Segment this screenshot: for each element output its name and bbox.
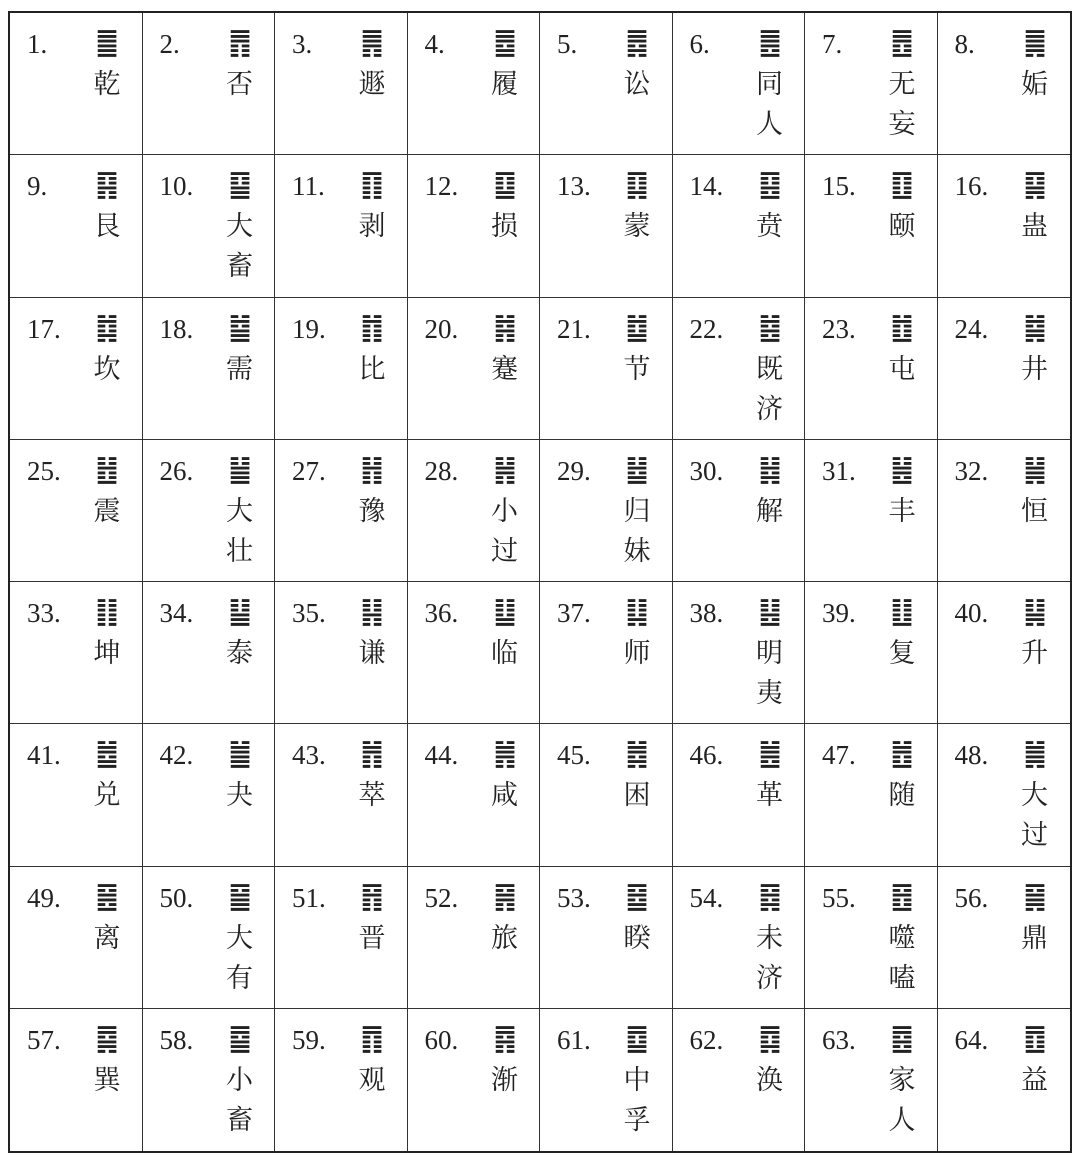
hexagram-number: 26. <box>159 455 194 486</box>
hexagram-cell <box>540 155 673 297</box>
hexagram-name: 革 <box>756 780 783 812</box>
hexagram-number: 51. <box>292 882 326 913</box>
hexagram-number: 9. <box>27 171 48 202</box>
hexagram-symbol-icon: ䷞ <box>493 736 516 772</box>
hexagram-cell <box>938 1009 1071 1151</box>
hexagram-cell <box>805 440 938 582</box>
hexagram-number: 61. <box>557 1024 591 1055</box>
hexagram-number: 8. <box>954 29 975 59</box>
hexagram-name: 井 <box>1021 353 1048 385</box>
hexagram-number: 37. <box>557 598 591 628</box>
hexagram-cell <box>673 582 806 724</box>
hexagram-number: 32. <box>954 455 989 486</box>
hexagram-name: 贲 <box>756 211 783 243</box>
hexagram-number: 14. <box>689 171 724 202</box>
hexagram-cell <box>540 1009 673 1151</box>
hexagram-number: 7. <box>822 29 843 59</box>
hexagram-symbol-icon: ䷢ <box>360 878 384 914</box>
hexagram-symbol-icon: ䷅ <box>625 25 649 60</box>
hexagram-name: 咸 <box>491 780 518 812</box>
hexagram-number: 58. <box>159 1024 194 1055</box>
hexagram-number: 17. <box>27 313 61 344</box>
hexagram-cell <box>10 867 143 1009</box>
hexagram-name: 复 <box>888 638 916 669</box>
hexagram-number: 2. <box>159 29 180 59</box>
hexagram-symbol-icon: ䷰ <box>758 736 781 772</box>
hexagram-name: 屯 <box>888 353 916 385</box>
hexagram-number: 33. <box>27 598 61 628</box>
hexagram-cell <box>143 1009 276 1151</box>
hexagram-cell <box>540 13 673 155</box>
hexagram-cell <box>805 1009 938 1151</box>
hexagram-symbol-icon: ䷚ <box>890 167 914 203</box>
hexagram-name: 离 <box>93 922 121 954</box>
hexagram-symbol-icon: ䷕ <box>758 167 781 203</box>
hexagram-cell <box>10 440 143 582</box>
hexagram-name: 姤 <box>1021 69 1048 100</box>
hexagram-symbol-icon: ䷆ <box>625 594 649 629</box>
hexagram-symbol-icon: ䷣ <box>758 594 781 629</box>
hexagram-cell <box>408 440 541 582</box>
hexagram-symbol-icon: ䷘ <box>890 25 914 60</box>
hexagram-symbol-icon: ䷭ <box>1023 594 1046 629</box>
hexagram-table <box>8 11 1072 1153</box>
hexagram-name: 鼎 <box>1021 922 1048 954</box>
hexagram-symbol-icon: ䷊ <box>228 594 251 629</box>
hexagram-name: 大壮 <box>226 495 253 567</box>
hexagram-symbol-icon: ䷡ <box>228 451 251 487</box>
hexagram-number: 43. <box>292 740 326 771</box>
hexagram-cell <box>10 298 143 440</box>
hexagram-name: 小过 <box>491 495 518 567</box>
hexagram-cell <box>10 1009 143 1151</box>
hexagram-symbol-icon: ䷾ <box>758 309 781 345</box>
hexagram-cell <box>275 13 408 155</box>
hexagram-cell <box>673 13 806 155</box>
hexagram-symbol-icon: ䷽ <box>493 451 516 487</box>
hexagram-number: 29. <box>557 455 591 486</box>
hexagram-number: 15. <box>822 171 856 202</box>
hexagram-number: 63. <box>822 1024 856 1055</box>
hexagram-cell <box>275 724 408 866</box>
hexagram-number: 4. <box>424 29 445 59</box>
hexagram-number: 55. <box>822 882 856 913</box>
hexagram-name: 涣 <box>756 1064 783 1096</box>
hexagram-symbol-icon: ䷒ <box>493 594 516 629</box>
hexagram-number: 38. <box>689 598 724 628</box>
hexagram-symbol-icon: ䷻ <box>625 309 649 345</box>
hexagram-cell <box>938 867 1071 1009</box>
hexagram-symbol-icon: ䷁ <box>95 594 119 629</box>
hexagram-name: 旅 <box>491 922 518 954</box>
hexagram-number: 52. <box>424 882 459 913</box>
hexagram-name: 小畜 <box>226 1064 253 1136</box>
hexagram-name: 既济 <box>756 353 783 425</box>
hexagram-name: 临 <box>491 638 518 669</box>
hexagram-cell <box>805 582 938 724</box>
hexagram-number: 39. <box>822 598 856 628</box>
hexagram-name: 泰 <box>226 638 253 669</box>
hexagram-name: 艮 <box>93 211 121 243</box>
hexagram-symbol-icon: ䷿ <box>758 878 781 914</box>
hexagram-number: 47. <box>822 740 856 771</box>
hexagram-name: 同人 <box>756 69 783 140</box>
hexagram-symbol-icon: ䷎ <box>360 594 384 629</box>
hexagram-name: 无妄 <box>888 69 916 140</box>
hexagram-symbol-icon: ䷏ <box>360 451 384 487</box>
hexagram-number: 62. <box>689 1024 724 1055</box>
hexagram-number: 56. <box>954 882 989 913</box>
hexagram-number: 34. <box>159 598 194 628</box>
hexagram-name: 归妹 <box>623 495 651 567</box>
hexagram-number: 25. <box>27 455 61 486</box>
hexagram-number: 31. <box>822 455 856 486</box>
hexagram-symbol-icon: ䷗ <box>890 594 914 629</box>
hexagram-cell <box>938 155 1071 297</box>
hexagram-cell <box>143 13 276 155</box>
hexagram-name: 丰 <box>888 495 916 527</box>
hexagram-symbol-icon: ䷛ <box>1023 736 1046 772</box>
hexagram-symbol-icon: ䷹ <box>95 736 119 772</box>
hexagram-symbol-icon: ䷲ <box>95 451 119 487</box>
hexagram-cell <box>805 724 938 866</box>
hexagram-cell <box>673 298 806 440</box>
hexagram-cell <box>275 298 408 440</box>
hexagram-name: 未济 <box>756 922 783 994</box>
hexagram-symbol-icon: ䷫ <box>1023 25 1046 60</box>
hexagram-symbol-icon: ䷺ <box>758 1020 781 1056</box>
hexagram-name: 蛊 <box>1021 211 1048 243</box>
hexagram-symbol-icon: ䷩ <box>1023 1020 1046 1056</box>
hexagram-cell <box>408 155 541 297</box>
hexagram-symbol-icon: ䷯ <box>1023 309 1046 345</box>
hexagram-symbol-icon: ䷵ <box>625 451 649 487</box>
hexagram-cell <box>673 867 806 1009</box>
hexagram-cell <box>408 13 541 155</box>
hexagram-symbol-icon: ䷤ <box>890 1020 914 1056</box>
hexagram-name: 困 <box>623 780 651 812</box>
hexagram-name: 解 <box>756 495 783 527</box>
hexagram-symbol-icon: ䷧ <box>758 451 781 487</box>
hexagram-cell <box>408 1009 541 1151</box>
hexagram-symbol-icon: ䷱ <box>1023 878 1046 914</box>
hexagram-cell <box>673 724 806 866</box>
hexagram-name: 豫 <box>358 495 386 527</box>
hexagram-name: 夬 <box>226 780 253 812</box>
hexagram-symbol-icon: ䷉ <box>493 25 516 60</box>
hexagram-name: 大过 <box>1021 780 1048 852</box>
hexagram-symbol-icon: ䷀ <box>95 25 119 60</box>
hexagram-number: 50. <box>159 882 194 913</box>
hexagram-name: 渐 <box>491 1064 518 1096</box>
hexagram-cell <box>938 13 1071 155</box>
hexagram-symbol-icon: ䷬ <box>360 736 384 772</box>
hexagram-cell <box>540 724 673 866</box>
hexagram-name: 益 <box>1021 1064 1048 1096</box>
hexagram-cell <box>143 155 276 297</box>
hexagram-number: 21. <box>557 313 591 344</box>
hexagram-number: 16. <box>954 171 989 202</box>
hexagram-number: 23. <box>822 313 856 344</box>
hexagram-cell <box>805 867 938 1009</box>
hexagram-cell <box>805 298 938 440</box>
hexagram-cell <box>805 13 938 155</box>
hexagram-name: 剥 <box>358 211 386 243</box>
hexagram-number: 13. <box>557 171 591 202</box>
hexagram-name: 蹇 <box>491 353 518 385</box>
hexagram-name: 萃 <box>358 780 386 812</box>
hexagram-number: 27. <box>292 455 326 486</box>
hexagram-number: 59. <box>292 1024 326 1055</box>
hexagram-name: 师 <box>623 638 651 669</box>
hexagram-cell <box>275 440 408 582</box>
hexagram-symbol-icon: ䷴ <box>493 1020 516 1056</box>
hexagram-cell <box>540 867 673 1009</box>
hexagram-cell <box>408 582 541 724</box>
hexagram-name: 恒 <box>1021 495 1048 527</box>
hexagram-name: 讼 <box>623 69 651 100</box>
hexagram-name: 大畜 <box>226 211 253 283</box>
hexagram-cell <box>143 298 276 440</box>
hexagram-symbol-icon: ䷶ <box>890 451 914 487</box>
hexagram-symbol-icon: ䷳ <box>95 167 119 203</box>
hexagram-name: 遯 <box>358 69 386 100</box>
hexagram-number: 42. <box>159 740 194 771</box>
hexagram-name: 噬嗑 <box>888 922 916 994</box>
hexagram-name: 升 <box>1021 638 1048 669</box>
hexagram-cell <box>938 298 1071 440</box>
hexagram-symbol-icon: ䷂ <box>890 309 914 345</box>
hexagram-cell <box>143 582 276 724</box>
hexagram-number: 54. <box>689 882 724 913</box>
hexagram-cell <box>673 1009 806 1151</box>
hexagram-symbol-icon: ䷇ <box>360 309 384 345</box>
hexagram-cell <box>143 440 276 582</box>
hexagram-number: 36. <box>424 598 459 628</box>
hexagram-name: 观 <box>358 1064 386 1096</box>
hexagram-name: 节 <box>623 353 651 385</box>
hexagram-symbol-icon: ䷔ <box>890 878 914 914</box>
hexagram-name: 颐 <box>888 211 916 243</box>
hexagram-number: 24. <box>954 313 989 344</box>
hexagram-number: 10. <box>159 171 194 202</box>
hexagram-symbol-icon: ䷥ <box>625 878 649 914</box>
hexagram-symbol-icon: ䷑ <box>1023 167 1046 203</box>
hexagram-symbol-icon: ䷟ <box>1023 451 1046 487</box>
hexagram-name: 家人 <box>888 1064 916 1136</box>
hexagram-cell <box>10 724 143 866</box>
hexagram-symbol-icon: ䷜ <box>95 309 119 345</box>
hexagram-name: 随 <box>888 780 916 812</box>
hexagram-number: 20. <box>424 313 459 344</box>
hexagram-name: 晋 <box>358 922 386 954</box>
hexagram-number: 44. <box>424 740 459 771</box>
hexagram-number: 41. <box>27 740 61 771</box>
hexagram-symbol-icon: ䷍ <box>228 878 251 914</box>
hexagram-symbol-icon: ䷮ <box>625 736 649 772</box>
hexagram-number: 18. <box>159 313 194 344</box>
hexagram-number: 5. <box>557 29 578 59</box>
hexagram-cell <box>275 1009 408 1151</box>
hexagram-cell <box>10 155 143 297</box>
hexagram-number: 53. <box>557 882 591 913</box>
hexagram-name: 损 <box>491 211 518 243</box>
hexagram-symbol-icon: ䷖ <box>360 167 384 203</box>
hexagram-cell <box>10 13 143 155</box>
hexagram-number: 57. <box>27 1024 61 1055</box>
hexagram-number: 60. <box>424 1024 459 1055</box>
hexagram-number: 6. <box>689 29 710 59</box>
hexagram-cell <box>938 440 1071 582</box>
hexagram-number: 49. <box>27 882 61 913</box>
hexagram-name: 中孚 <box>623 1064 651 1136</box>
hexagram-cell <box>275 867 408 1009</box>
hexagram-cell <box>275 582 408 724</box>
hexagram-name: 大有 <box>226 922 253 994</box>
hexagram-symbol-icon: ䷷ <box>493 878 516 914</box>
hexagram-symbol-icon: ䷦ <box>493 309 516 345</box>
hexagram-name: 坤 <box>93 638 121 669</box>
hexagram-cell <box>408 867 541 1009</box>
hexagram-symbol-icon: ䷓ <box>360 1020 384 1056</box>
hexagram-number: 64. <box>954 1024 989 1055</box>
hexagram-symbol-icon: ䷸ <box>95 1020 119 1056</box>
hexagram-cell <box>938 582 1071 724</box>
hexagram-name: 比 <box>358 353 386 385</box>
hexagram-symbol-icon: ䷪ <box>228 736 251 772</box>
hexagram-name: 明夷 <box>756 638 783 709</box>
hexagram-number: 40. <box>954 598 989 628</box>
hexagram-cell <box>805 155 938 297</box>
hexagram-number: 28. <box>424 455 459 486</box>
hexagram-symbol-icon: ䷼ <box>625 1020 649 1056</box>
hexagram-cell <box>673 155 806 297</box>
hexagram-cell <box>10 582 143 724</box>
hexagram-number: 3. <box>292 29 313 59</box>
hexagram-cell <box>540 440 673 582</box>
hexagram-cell <box>143 724 276 866</box>
hexagram-number: 19. <box>292 313 326 344</box>
hexagram-symbol-icon: ䷨ <box>493 167 516 203</box>
hexagram-cell <box>938 724 1071 866</box>
hexagram-name: 履 <box>491 69 518 100</box>
hexagram-name: 兑 <box>93 780 121 812</box>
hexagram-name: 否 <box>226 69 253 100</box>
hexagram-number: 46. <box>689 740 724 771</box>
hexagram-symbol-icon: ䷄ <box>228 309 251 345</box>
hexagram-number: 22. <box>689 313 724 344</box>
hexagram-cell <box>275 155 408 297</box>
hexagram-symbol-icon: ䷌ <box>758 25 781 60</box>
hexagram-symbol-icon: ䷠ <box>360 25 384 60</box>
hexagram-number: 12. <box>424 171 459 202</box>
hexagram-number: 48. <box>954 740 989 771</box>
hexagram-name: 巽 <box>93 1064 121 1096</box>
hexagram-number: 30. <box>689 455 724 486</box>
hexagram-name: 震 <box>93 495 121 527</box>
hexagram-name: 睽 <box>623 922 651 954</box>
hexagram-name: 坎 <box>93 353 121 385</box>
hexagram-symbol-icon: ䷙ <box>228 167 251 203</box>
hexagram-number: 45. <box>557 740 591 771</box>
hexagram-number: 11. <box>292 171 325 202</box>
hexagram-name: 乾 <box>93 69 121 100</box>
hexagram-cell <box>408 724 541 866</box>
hexagram-symbol-icon: ䷃ <box>625 167 649 203</box>
hexagram-cell <box>540 582 673 724</box>
hexagram-name: 谦 <box>358 638 386 669</box>
hexagram-symbol-icon: ䷈ <box>228 1020 251 1056</box>
hexagram-cell <box>673 440 806 582</box>
hexagram-number: 35. <box>292 598 326 628</box>
hexagram-cell <box>540 298 673 440</box>
hexagram-symbol-icon: ䷋ <box>228 25 251 60</box>
hexagram-symbol-icon: ䷐ <box>890 736 914 772</box>
hexagram-cell <box>143 867 276 1009</box>
hexagram-number: 1. <box>27 29 48 59</box>
hexagram-name: 需 <box>226 353 253 385</box>
hexagram-cell <box>408 298 541 440</box>
hexagram-symbol-icon: ䷝ <box>95 878 119 914</box>
hexagram-name: 蒙 <box>623 211 651 243</box>
